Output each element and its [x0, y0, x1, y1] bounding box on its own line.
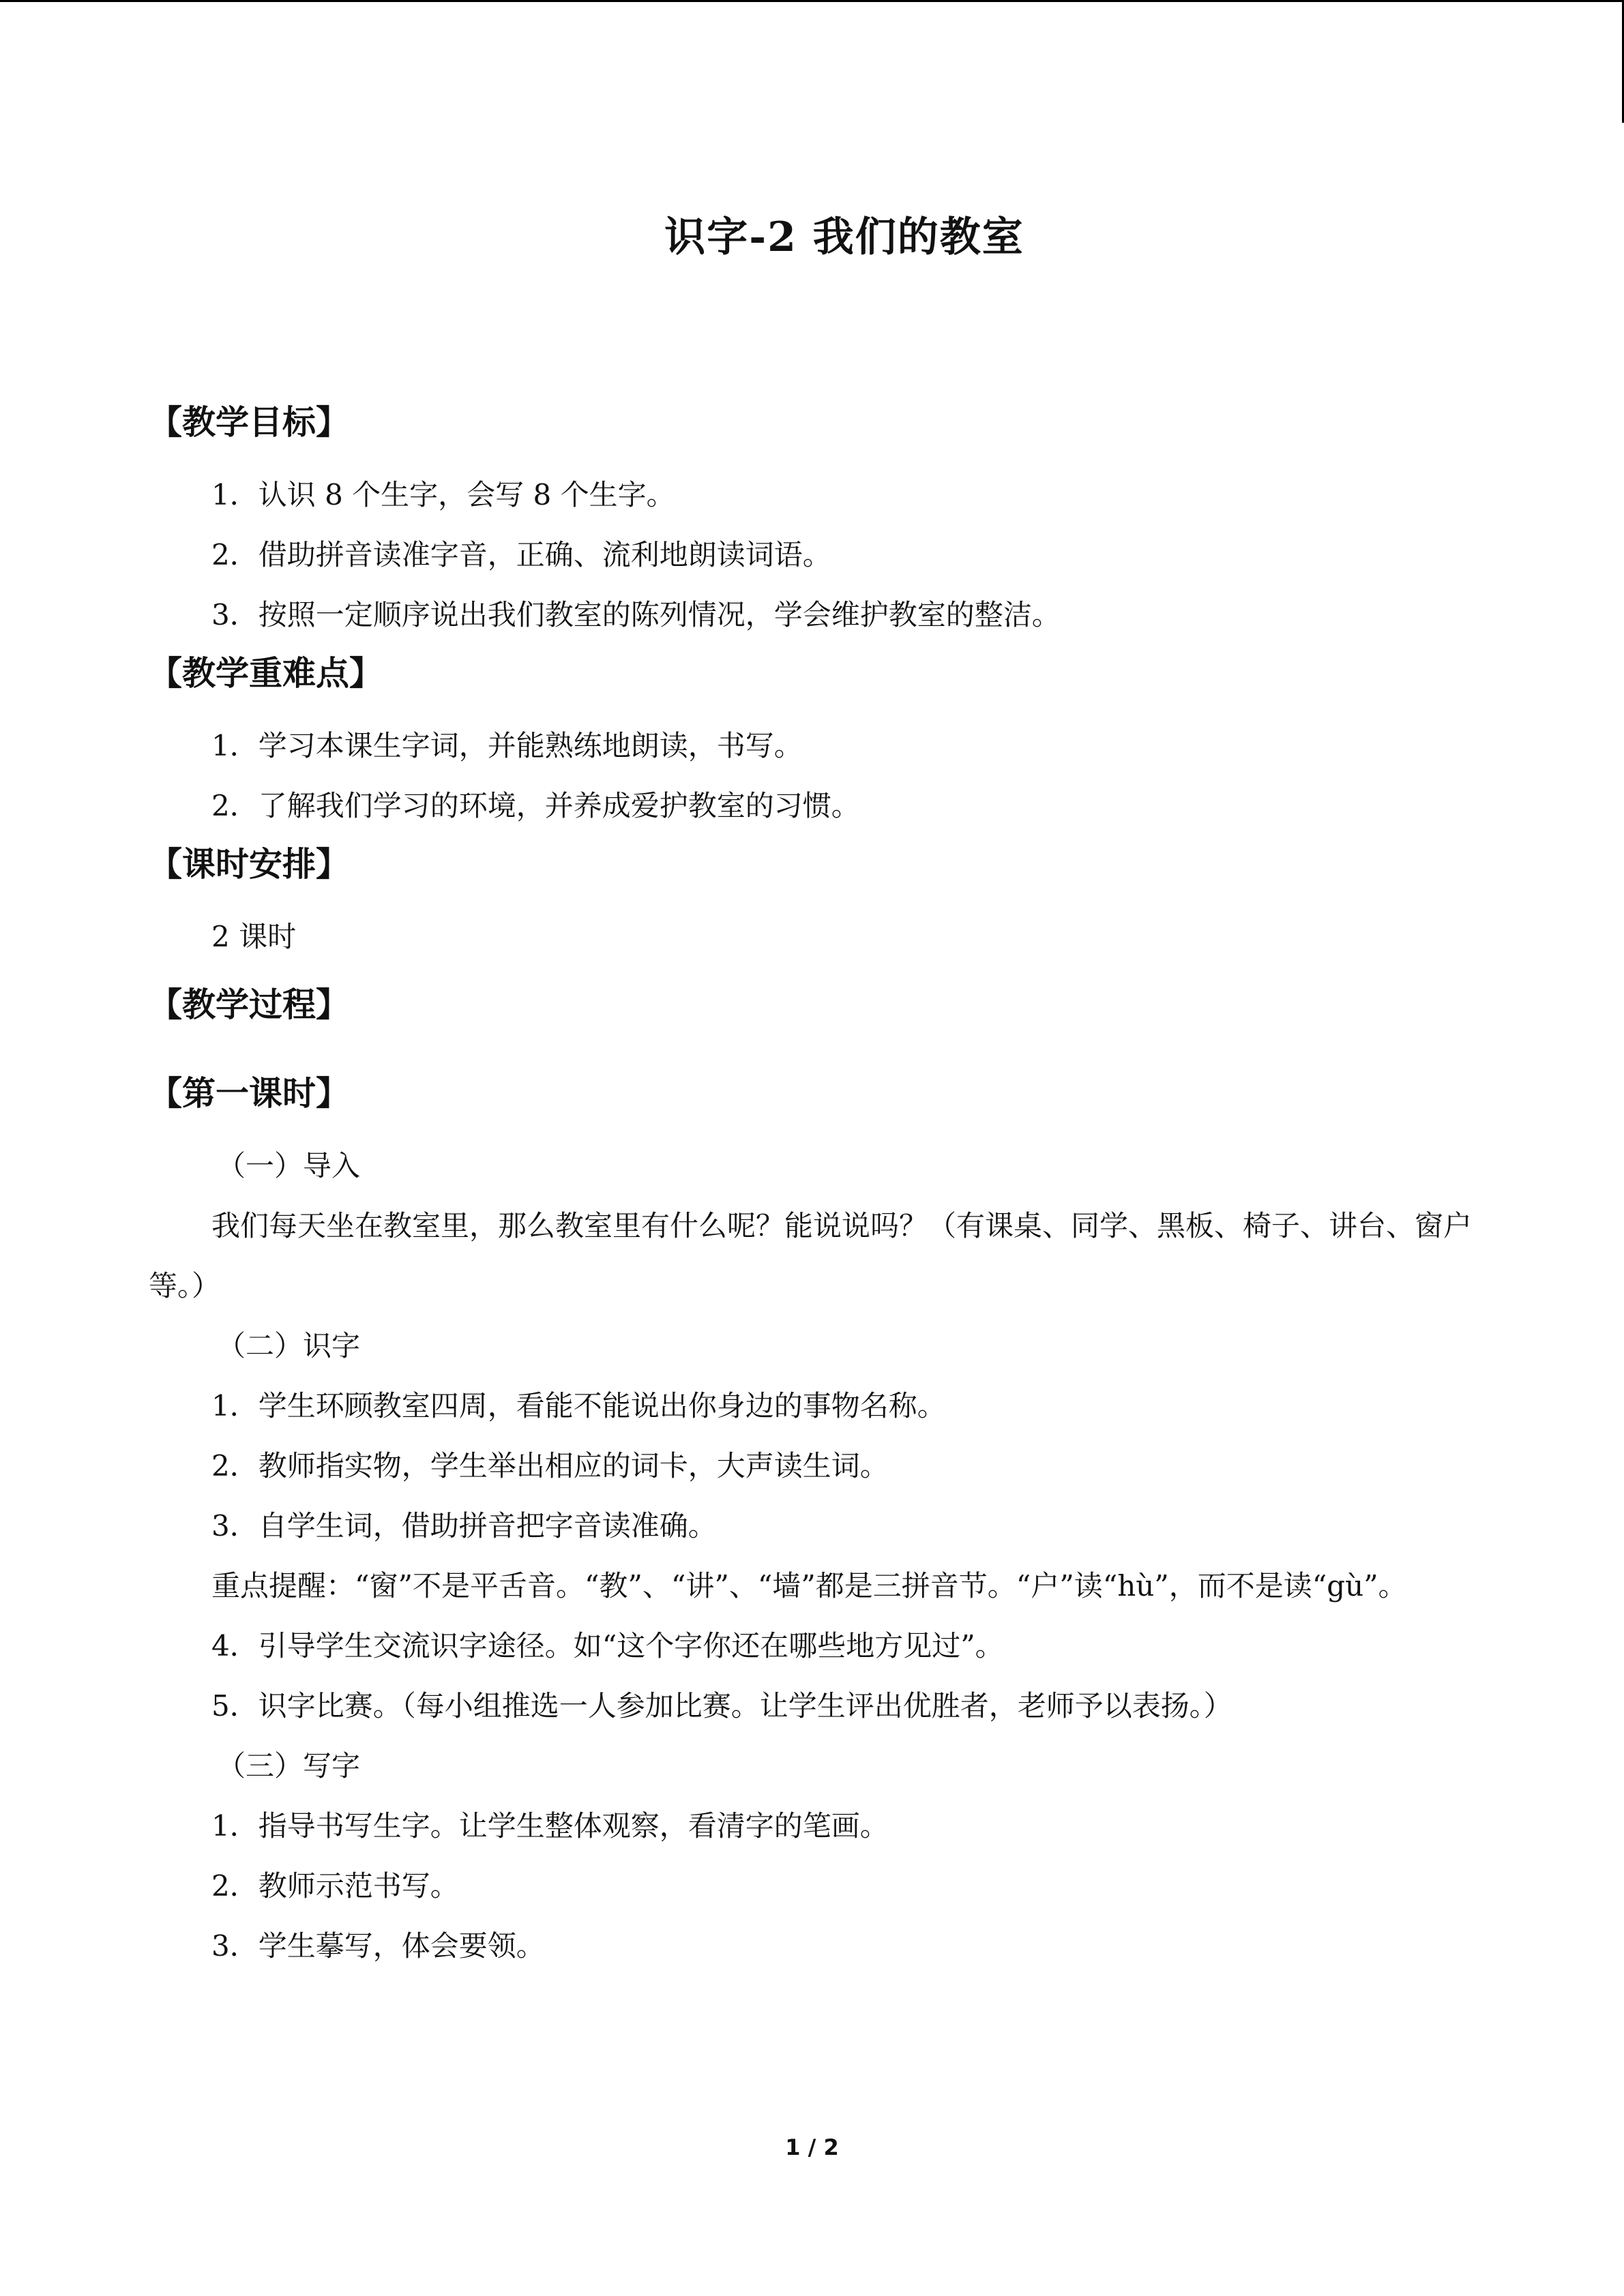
top-border-line — [0, 0, 1624, 2]
section-heading-process: 【教学过程】 — [149, 985, 350, 1024]
section-process — [149, 981, 1486, 1028]
schedule-text: 2 课时 — [211, 920, 297, 953]
writing-item: 1．指导书写生字。让学生整体观察，看清字的笔画。 — [211, 1809, 889, 1843]
writing-item: 3．学生摹写，体会要领。 — [211, 1929, 545, 1963]
keypoint-item: 1．学习本课生字词，并能熟练地朗读，书写。 — [211, 729, 803, 762]
goal-item: 2．借助拼音读准字音，正确、流利地朗读词语。 — [211, 538, 831, 571]
intro-paragraph: 我们每天坐在教室里，那么教室里有什么呢？能说说吗？（有课桌、同学、黑板、椅子、讲台、窗户等。） — [149, 1209, 1473, 1302]
document-page — [149, 205, 1486, 1976]
section-goals — [149, 398, 1486, 645]
section-heading-schedule: 【课时安排】 — [149, 844, 350, 884]
literacy-note: 重点提醒：“窗”不是平舌音。“教”、“讲”、“墙”都是三拼音节。“户”读“hù”，而不是读“gù”。 — [211, 1569, 1407, 1602]
literacy-item: 1．学生环顾教室四周，看能不能说出你身边的事物名称。 — [211, 1389, 946, 1422]
document-title: 识字-2 我们的教室 — [664, 213, 1024, 261]
subsection-label-literacy: （二）识字 — [217, 1329, 361, 1362]
section-schedule — [149, 840, 1486, 967]
goal-item: 3．按照一定顺序说出我们教室的陈列情况，学会维护教室的整洁。 — [211, 598, 1061, 631]
section-heading-goals: 【教学目标】 — [149, 402, 350, 442]
section-heading-keypoints: 【教学重难点】 — [149, 653, 383, 693]
writing-item: 2．教师示范书写。 — [211, 1869, 459, 1903]
literacy-item: 5．识字比赛。（每小组推选一人参加比赛。让学生评出优胜者，老师予以表扬。） — [211, 1689, 1232, 1723]
subsection-label-writing: （三）写字 — [217, 1749, 361, 1783]
page-number: 1 / 2 — [785, 2134, 839, 2160]
section-heading-lesson1: 【第一课时】 — [149, 1073, 350, 1113]
literacy-item: 3．自学生词，借助拼音把字音读准确。 — [211, 1509, 717, 1542]
literacy-item: 2．教师指实物，学生举出相应的词卡，大声读生词。 — [211, 1449, 889, 1482]
goal-item: 1．认识 8 个生字，会写 8 个生字。 — [211, 478, 675, 511]
section-lesson1 — [149, 1069, 1486, 1976]
section-keypoints — [149, 649, 1486, 836]
keypoint-item: 2．了解我们学习的环境，并养成爱护教室的习惯。 — [211, 789, 860, 822]
literacy-item: 4．引导学生交流识字途径。如“这个字你还在哪些地方见过”。 — [211, 1629, 1004, 1663]
subsection-label-intro: （一）导入 — [217, 1149, 361, 1182]
